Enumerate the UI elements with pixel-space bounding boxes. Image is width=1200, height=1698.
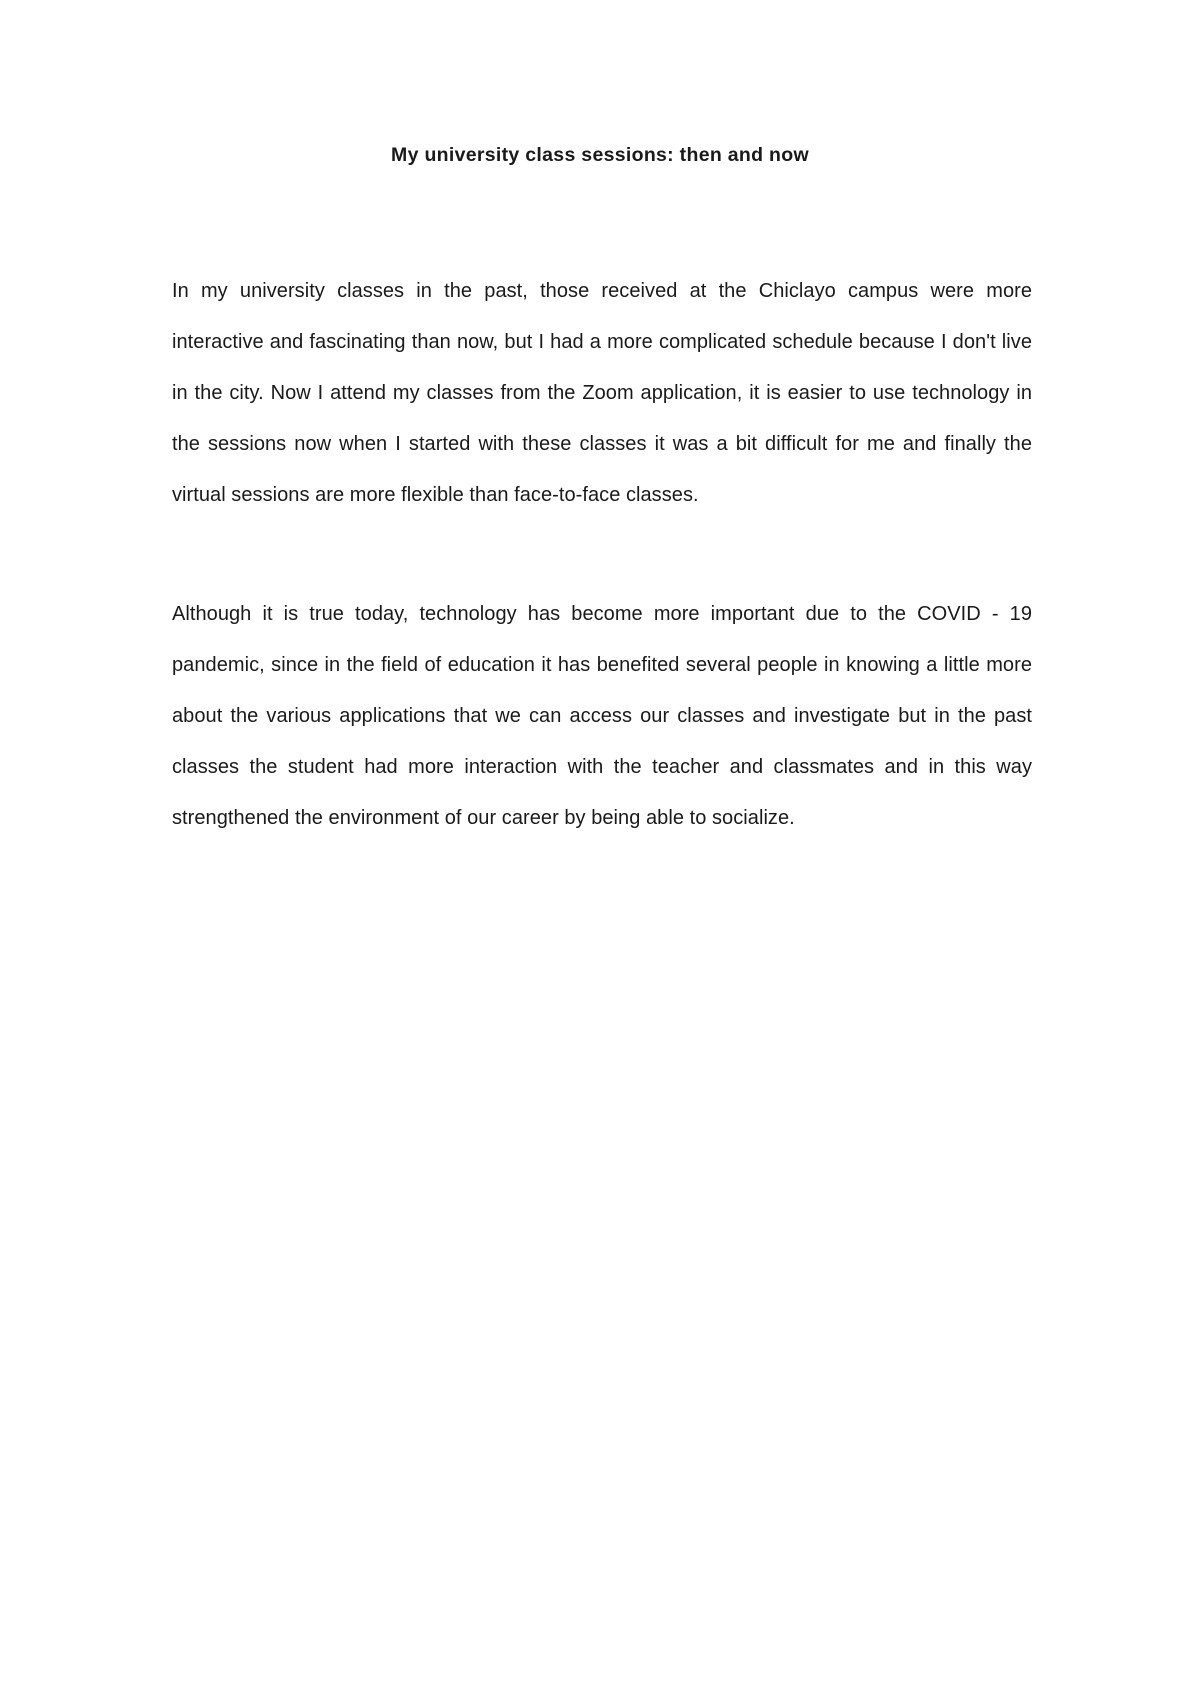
- document-title: My university class sessions: then and now: [391, 144, 809, 166]
- paragraph-2: Although it is true today, technology has become more important due to the COVID - 19 pandemic, since in the field of education it has benefited several people in knowing a little more about the various applications that we can access our classes and investigate but in the past classes the student had more interaction with the teacher and classmates and in this way strengthened the environment of our career by being able to socialize.: [172, 603, 1032, 829]
- paragraph-1: In my university classes in the past, those received at the Chiclayo campus were more interactive and fascinating than now, but I had a more complicated schedule because I don't live in the city. Now I attend my classes from the Zoom application, it is easier to use technology in the sessions now when I started with these classes it was a bit difficult for me and finally the virtual sessions are more flexible than face-to-face classes.: [172, 280, 1032, 506]
